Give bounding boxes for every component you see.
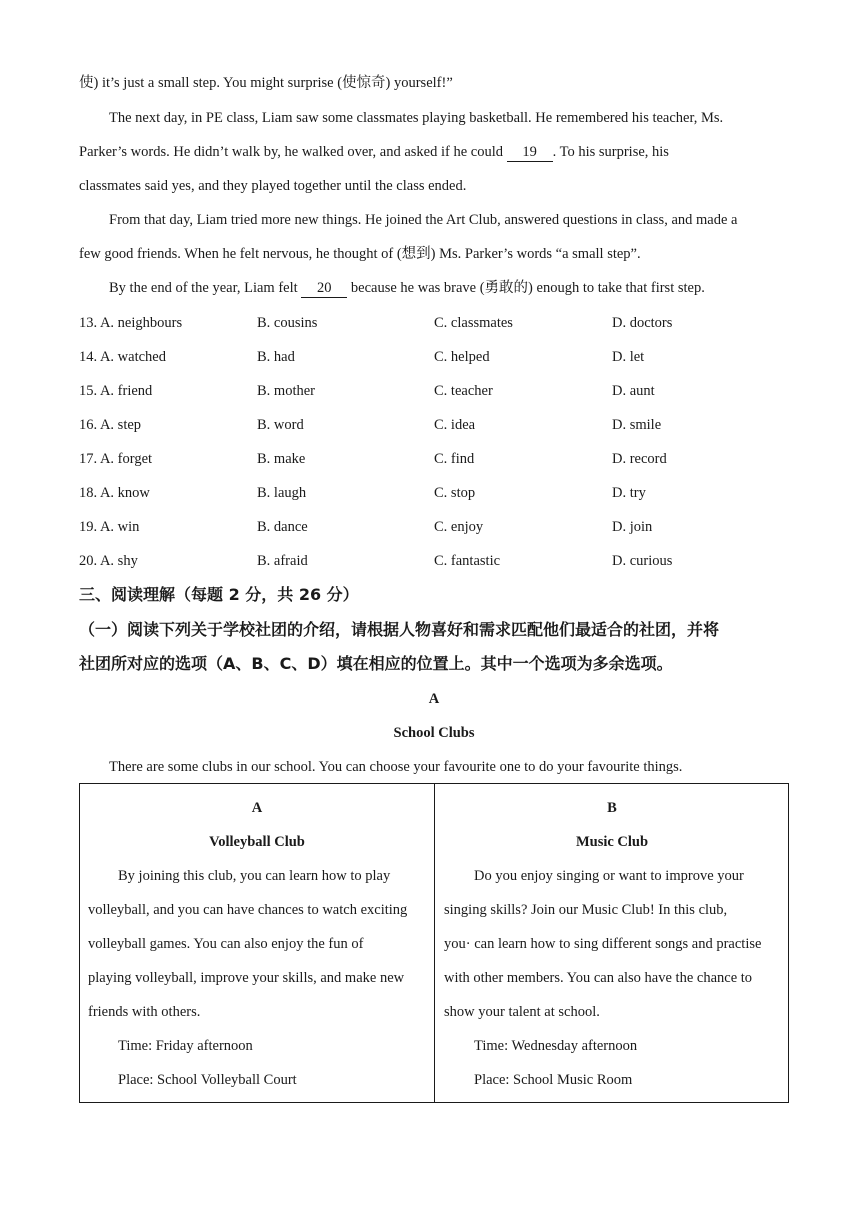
option-row-14	[79, 347, 799, 367]
option-19-a: 19. A. win	[79, 519, 140, 535]
option-17-c: C. find	[434, 451, 475, 467]
club-cell-a	[80, 784, 434, 1102]
passage-line-7-post: because he was brave (勇敢的) enough to take that first step.	[347, 280, 705, 296]
club-b-time: Time: Wednesday afternoon	[474, 1038, 638, 1054]
option-19-c: C. enjoy	[434, 519, 484, 535]
passage-line-3-post: . To his surprise, his	[552, 144, 669, 160]
option-16-a: 16. A. step	[79, 417, 142, 433]
passage-line-3-pre: Parker’s words. He didn’t walk by, he walked over, and asked if he could	[79, 144, 507, 160]
option-14-c: C. helped	[434, 349, 490, 365]
club-b-place: Place: School Music Room	[474, 1072, 633, 1088]
option-16-c: C. idea	[434, 417, 476, 433]
club-b-line-3: you· can learn how to sing different songs and practise	[444, 936, 762, 952]
option-row-19	[79, 517, 799, 537]
club-b-line-1: Do you enjoy singing or want to improve your	[474, 868, 744, 884]
option-17-a: 17. A. forget	[79, 451, 153, 467]
club-a-name: Volleyball Club	[209, 834, 305, 850]
section-instruction-line-1: （一）阅读下列关于学校社团的介绍，请根据人物喜好和需求匹配他们最适合的社团，并将	[79, 620, 720, 639]
option-row-13	[79, 313, 799, 333]
blank-19: 19	[507, 144, 553, 162]
blank-20: 20	[301, 280, 347, 298]
option-17-d: D. record	[612, 451, 667, 467]
option-15-d: D. aunt	[612, 383, 655, 399]
option-19-b: B. dance	[257, 519, 308, 535]
passage-line-6: few good friends. When he felt nervous, he thought of (想到) Ms. Parker’s words “a small step”.	[79, 246, 641, 262]
club-a-line-3: volleyball games. You can also enjoy the fun of	[88, 936, 364, 952]
club-cell-b	[436, 784, 788, 1102]
option-row-15	[79, 381, 799, 401]
option-row-18	[79, 483, 799, 503]
club-a-time: Time: Friday afternoon	[118, 1038, 253, 1054]
club-a-line-2: volleyball, and you can have chances to watch exciting	[88, 902, 408, 918]
passage-line-1: 使) it’s just a small step. You might surprise (使惊奇) yourself!”	[79, 75, 453, 91]
club-a-place: Place: School Volleyball Court	[118, 1072, 297, 1088]
option-18-c: C. stop	[434, 485, 476, 501]
reading-letter: A	[428, 691, 440, 707]
club-b-line-2: singing skills? Join our Music Club! In this club,	[444, 902, 728, 918]
option-20-d: D. curious	[612, 553, 673, 569]
club-b-name: Music Club	[575, 834, 649, 850]
passage-line-4: classmates said yes, and they played together until the class ended.	[79, 178, 467, 194]
option-15-a: 15. A. friend	[79, 383, 153, 399]
reading-title: School Clubs	[393, 725, 475, 741]
clubs-table	[79, 783, 789, 1103]
passage-line-2: The next day, in PE class, Liam saw some classmates playing basketball. He remembered his teacher, Ms.	[109, 110, 724, 126]
section-title: 三、阅读理解（每题 2 分，共 26 分）	[79, 585, 359, 604]
club-a-line-5: friends with others.	[88, 1004, 201, 1020]
option-17-b: B. make	[257, 451, 306, 467]
option-14-b: B. had	[257, 349, 295, 365]
club-a-line-1: By joining this club, you can learn how to play	[118, 868, 391, 884]
option-19-d: D. join	[612, 519, 653, 535]
option-row-16	[79, 415, 799, 435]
club-b-line-4: with other members. You can also have the chance to	[444, 970, 753, 986]
club-a-line-4: playing volleyball, improve your skills, and make new	[88, 970, 405, 986]
option-18-a: 18. A. know	[79, 485, 150, 501]
option-20-a: 20. A. shy	[79, 553, 138, 569]
passage-line-3	[79, 142, 669, 162]
club-b-line-5: show your talent at school.	[444, 1004, 600, 1020]
option-18-d: D. try	[612, 485, 646, 501]
passage-line-7-pre: By the end of the year, Liam felt	[109, 280, 302, 296]
club-a-letter: A	[251, 800, 263, 816]
table-divider	[434, 784, 435, 1102]
option-14-a: 14. A. watched	[79, 349, 166, 365]
option-16-d: D. smile	[612, 417, 662, 433]
option-13-d: D. doctors	[612, 315, 673, 331]
club-b-letter: B	[607, 800, 617, 816]
section-instruction-line-2: 社团所对应的选项（A、B、C、D）填在相应的位置上。其中一个选项为多余选项。	[79, 654, 673, 673]
option-row-20	[79, 551, 799, 571]
option-13-c: C. classmates	[434, 315, 513, 331]
option-20-c: C. fantastic	[434, 553, 501, 569]
option-16-b: B. word	[257, 417, 304, 433]
option-20-b: B. afraid	[257, 553, 308, 569]
passage-line-5: From that day, Liam tried more new things. He joined the Art Club, answered questions in class, and made a	[109, 212, 738, 228]
option-row-17	[79, 449, 799, 469]
reading-intro: There are some clubs in our school. You can choose your favourite one to do your favourite things.	[109, 759, 683, 775]
option-14-d: D. let	[612, 349, 645, 365]
option-15-c: C. teacher	[434, 383, 493, 399]
option-13-a: 13. A. neighbours	[79, 315, 183, 331]
option-13-b: B. cousins	[257, 315, 318, 331]
option-15-b: B. mother	[257, 383, 315, 399]
passage-line-7	[109, 278, 705, 298]
option-18-b: B. laugh	[257, 485, 307, 501]
